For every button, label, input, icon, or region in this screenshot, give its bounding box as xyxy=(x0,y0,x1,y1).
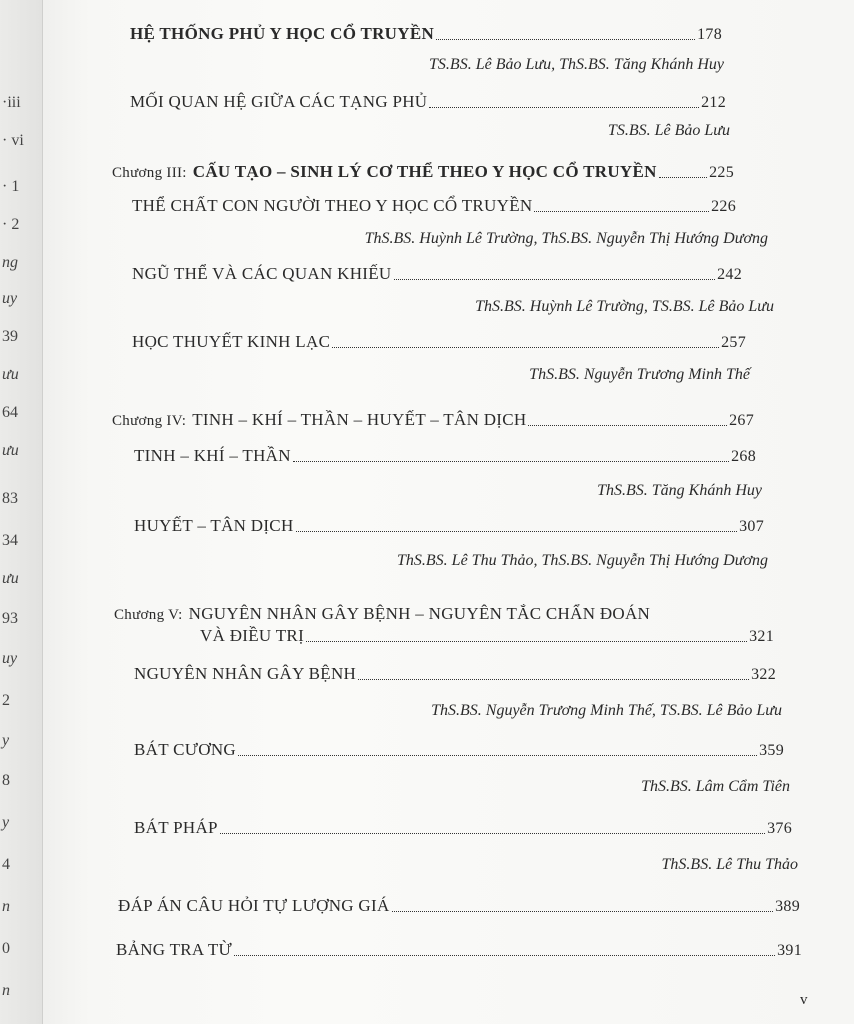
margin-fragment: 64 xyxy=(2,404,18,421)
margin-fragment: · 2 xyxy=(2,216,20,233)
margin-fragment: 2 xyxy=(2,692,10,709)
margin-fragment: ưu xyxy=(2,442,19,459)
toc-author: ThS.BS. Lê Thu Thảo, ThS.BS. Nguyễn Thị Hướng Dương xyxy=(397,552,768,569)
toc-entry[interactable] xyxy=(134,516,764,536)
toc-entry[interactable] xyxy=(118,896,800,916)
margin-fragment: uy xyxy=(2,290,18,307)
toc-title-continued: VÀ ĐIỀU TRỊ xyxy=(200,626,305,645)
margin-fragment: y xyxy=(2,732,10,749)
margin-fragment: ng xyxy=(2,254,18,271)
margin-fragment: 93 xyxy=(2,610,18,627)
toc-author: ThS.BS. Nguyễn Trương Minh Thế xyxy=(529,366,750,383)
toc-entry[interactable] xyxy=(132,332,746,352)
toc-title: MỐI QUAN HỆ GIỮA CÁC TẠNG PHỦ xyxy=(130,92,428,111)
toc-entry[interactable] xyxy=(132,196,736,216)
toc-chapter[interactable] xyxy=(200,626,774,646)
toc-page-number: 376 xyxy=(767,820,792,837)
toc-title: NGUYÊN NHÂN GÂY BỆNH xyxy=(134,664,357,683)
toc-entry[interactable] xyxy=(130,24,722,44)
toc-entry[interactable] xyxy=(134,446,756,466)
toc-title: HỆ THỐNG PHỦ Y HỌC CỔ TRUYỀN xyxy=(130,24,435,43)
toc-page-number: 242 xyxy=(717,266,742,283)
toc-author: ThS.BS. Lê Thu Thảo xyxy=(661,856,798,873)
toc-page-number: 391 xyxy=(777,942,802,959)
toc-title: TINH – KHÍ – THẦN xyxy=(134,446,291,465)
toc-title: BÁT PHÁP xyxy=(134,818,218,837)
toc-author: ThS.BS. Tăng Khánh Huy xyxy=(597,482,762,499)
dot-leader xyxy=(234,955,775,956)
toc-title: THỂ CHẤT CON NGƯỜI THEO Y HỌC CỔ TRUYỀN xyxy=(132,196,533,215)
toc-page-number: 212 xyxy=(701,94,726,111)
toc-page-number: 267 xyxy=(729,412,754,429)
toc-title: BẢNG TRA TỪ xyxy=(116,940,232,959)
toc-author: ThS.BS. Nguyễn Trương Minh Thế, TS.BS. Lê Bảo Lưu xyxy=(431,702,782,719)
toc-author: ThS.BS. Lâm Cẩm Tiên xyxy=(641,778,790,795)
toc-title: HUYẾT – TÂN DỊCH xyxy=(134,516,294,535)
margin-fragment: ·iii xyxy=(2,94,21,111)
toc-entry[interactable] xyxy=(134,818,792,838)
margin-fragment: ưu xyxy=(2,570,19,587)
toc-page-number: 307 xyxy=(739,518,764,535)
dot-leader xyxy=(238,755,757,756)
dot-leader xyxy=(436,39,695,40)
toc-chapter-heading xyxy=(114,604,650,624)
toc-author: TS.BS. Lê Bảo Lưu, ThS.BS. Tăng Khánh Huy xyxy=(429,56,724,73)
toc-title: ĐÁP ÁN CÂU HỎI TỰ LƯỢNG GIÁ xyxy=(118,896,390,915)
dot-leader xyxy=(296,531,738,532)
toc-chapter[interactable] xyxy=(112,162,734,182)
toc-entry[interactable] xyxy=(134,740,784,760)
margin-fragment: 8 xyxy=(2,772,10,789)
toc-author: TS.BS. Lê Bảo Lưu xyxy=(607,122,730,139)
dot-leader xyxy=(659,177,707,178)
toc-page-number: 268 xyxy=(731,448,756,465)
left-page-edge xyxy=(0,0,43,1024)
toc-title: CẤU TẠO – SINH LÝ CƠ THỂ THEO Y HỌC CỔ TRUYỀN xyxy=(192,162,657,181)
toc-title: TINH – KHÍ – THẦN – HUYẾT – TÂN DỊCH xyxy=(192,410,527,429)
margin-fragment: n xyxy=(2,982,10,999)
margin-fragment: uy xyxy=(2,650,18,667)
toc-page-number: 322 xyxy=(751,666,776,683)
margin-fragment: 83 xyxy=(2,490,18,507)
dot-leader xyxy=(534,211,709,212)
toc-page-number: 257 xyxy=(721,334,746,351)
toc-page-number: 225 xyxy=(709,164,734,181)
dot-leader xyxy=(358,679,749,680)
margin-fragment: 0 xyxy=(2,940,10,957)
margin-fragment: n xyxy=(2,898,10,915)
dot-leader xyxy=(332,347,719,348)
margin-fragment: y xyxy=(2,814,10,831)
toc-page-number: 359 xyxy=(759,742,784,759)
margin-fragment: ưu xyxy=(2,366,19,383)
margin-fragment: 39 xyxy=(2,328,18,345)
toc-page-number: 178 xyxy=(697,26,722,43)
toc-title: BÁT CƯƠNG xyxy=(134,740,237,759)
toc-entry[interactable] xyxy=(134,664,776,684)
page-number: v xyxy=(800,992,808,1008)
chapter-label: Chương IV: xyxy=(112,413,187,429)
toc-entry[interactable] xyxy=(132,264,742,284)
toc-page-number: 321 xyxy=(749,628,774,645)
toc-entry[interactable] xyxy=(130,92,726,112)
toc-title: NGUYÊN NHÂN GÂY BỆNH – NGUYÊN TẮC CHẨN ĐOÁN xyxy=(188,604,651,623)
margin-fragment: 4 xyxy=(2,856,10,873)
dot-leader xyxy=(293,461,729,462)
toc-title: HỌC THUYẾT KINH LẠC xyxy=(132,332,331,351)
margin-fragment: · 1 xyxy=(2,178,20,195)
dot-leader xyxy=(220,833,765,834)
toc-chapter[interactable] xyxy=(112,410,754,430)
chapter-label: Chương III: xyxy=(112,165,187,181)
dot-leader xyxy=(392,911,774,912)
toc-page-number: 389 xyxy=(775,898,800,915)
toc-title: NGŨ THỂ VÀ CÁC QUAN KHIẾU xyxy=(132,264,392,283)
dot-leader xyxy=(306,641,747,642)
dot-leader xyxy=(429,107,699,108)
chapter-label: Chương V: xyxy=(114,607,183,623)
toc-author: ThS.BS. Huỳnh Lê Trường, ThS.BS. Nguyễn Thị Hướng Dương xyxy=(364,230,768,247)
margin-fragment: 34 xyxy=(2,532,18,549)
toc-author: ThS.BS. Huỳnh Lê Trường, TS.BS. Lê Bảo Lưu xyxy=(475,298,774,315)
toc-page-number: 226 xyxy=(711,198,736,215)
toc-entry[interactable] xyxy=(116,940,802,960)
margin-fragment: · vi xyxy=(2,132,24,149)
dot-leader xyxy=(528,425,727,426)
dot-leader xyxy=(394,279,716,280)
